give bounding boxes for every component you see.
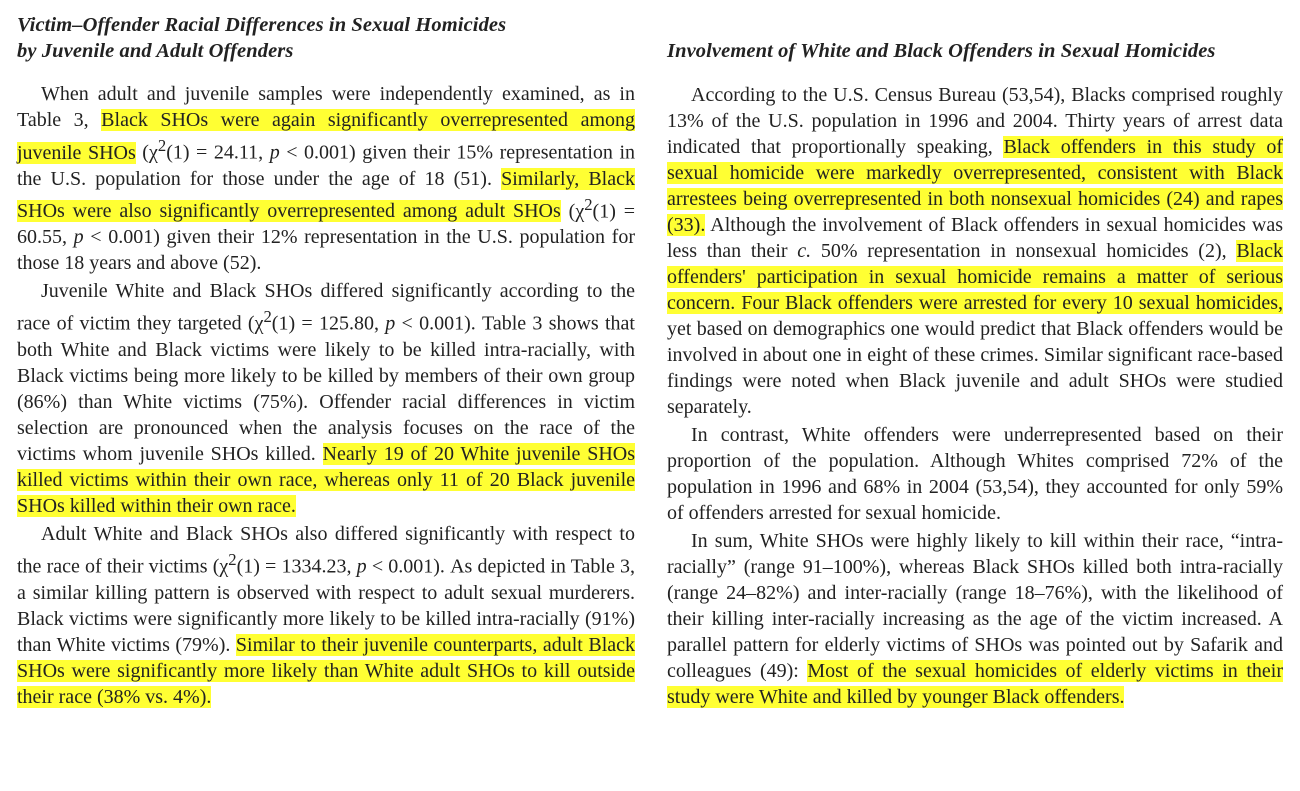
- circa-abbrev: c.: [797, 240, 812, 262]
- text-run: When adult and juvenile samples were independently examined, as in Table 3,: [17, 83, 635, 131]
- text-run: (χ: [135, 141, 158, 164]
- highlight: Similarly, Black SHOs were also significantly overrepresented among adult SHOs: [17, 167, 635, 223]
- p-symbol: p: [73, 226, 84, 249]
- highlight: Nearly 19 of 20 White juvenile SHOs killed victims within their own race, whereas only 11 of 20 Black juvenile SHOs killed within their own race.: [17, 442, 636, 517]
- highlight: Black offenders in this study of sexual homicide were markedly overrepresented, consistent with Black arrestees being overrepresented in both nonsexual homicides (24) and rapes (33).: [667, 136, 1284, 236]
- paragraph-6: [667, 528, 1283, 710]
- paragraph-3: [17, 521, 635, 710]
- text-run: (χ: [560, 200, 585, 223]
- section-heading-right: Involvement of White and Black Offenders in Sexual Homicides: [667, 40, 1216, 62]
- superscript: 2: [584, 194, 593, 214]
- section-heading-left: [17, 12, 635, 64]
- paragraph-1: [17, 81, 635, 276]
- text-run: yet based on demographics one would predict that Black offenders would be involved in about one in eight of these crimes. Similar significant race-based findings were noted when Black juvenile and adult SHOs were studied separately.: [667, 318, 1283, 418]
- text-run: < 0.001) given their 12% representation in the U.S. population for those 18 years and above (52).: [17, 226, 636, 275]
- text-run: In sum, White SHOs were highly likely to kill within their race, “intra-racially” (range 91–100%), whereas Black SHOs killed both intra-racially (range 24–82%) and inter-racially (range 18–76%), with the likelihood of their killing inter-racially increasing as the age of the victim increased. A parallel pattern for elderly victims of SHOs was pointed out by Safarik and colleagues (49):: [667, 530, 1283, 682]
- right-column: [667, 0, 1283, 710]
- p-symbol: p: [356, 555, 367, 578]
- highlight: Similar to their juvenile counterparts, adult Black SHOs were significantly more likely than White adult SHOs to kill outside their race (38% vs. 4%).: [17, 633, 635, 708]
- p-symbol: p: [269, 141, 280, 164]
- text-run: (1) = 60.55,: [17, 200, 635, 249]
- text-run: Adult White and Black SHOs also differed significantly with respect to the race of their victims (χ: [17, 522, 635, 578]
- text-run: < 0.001). Table 3 shows that both White and Black victims were likely to be killed intra-racially, with Black victims being more likely to be killed by members of their own group (86%) than White victims (75%). Offender racial differences in victim selection are pronounced when the analysis focuses on the race of the victims whom juvenile SHOs killed.: [17, 312, 635, 465]
- superscript: 2: [157, 136, 167, 155]
- left-column: [17, 0, 635, 710]
- superscript: 2: [263, 307, 272, 327]
- highlight: Black SHOs were again significantly overrepresented among juvenile SHOs: [17, 109, 635, 164]
- text-run: (1) = 125.80,: [271, 312, 386, 335]
- paragraph-2: [17, 278, 635, 519]
- heading-line-1: Victim–Offender Racial Differences in Sexual Homicides: [17, 14, 507, 36]
- highlight: Most of the sexual homicides of elderly victims in their study were White and killed by younger Black offenders.: [667, 660, 1283, 708]
- text-run: In contrast, White offenders were underrepresented based on their proportion of the population. Although Whites comprised 72% of the population in 1996 and 68% in 2004 (53,54), they accounted for only 59% of offenders arrested for sexual homicide.: [667, 424, 1283, 524]
- text-run: < 0.001). As depicted in Table 3, a similar killing pattern is observed with respect to adult sexual murderers. Black victims were significantly more likely to be killed intra-racially (91%) than White victims (79%).: [17, 555, 635, 656]
- paragraph-5: [667, 422, 1283, 526]
- heading-line-2: by Juvenile and Adult Offenders: [17, 40, 294, 62]
- paragraph-4: [667, 82, 1283, 420]
- highlight: Black offenders' participation in sexual homicide remains a matter of serious concern. Four Black offenders were arrested for every 10 sexual homicides,: [667, 240, 1283, 314]
- text-run: Although the involvement of Black offenders in sexual homicides was less than their: [667, 214, 1283, 262]
- text-run: (1) = 24.11,: [166, 141, 270, 164]
- text-run: (1) = 1334.23,: [236, 555, 357, 578]
- superscript: 2: [228, 549, 237, 569]
- text-run: Juvenile White and Black SHOs differed significantly according to the race of victim they targeted (χ: [17, 280, 635, 335]
- text-run: < 0.001) given their 15% representation in the U.S. population for those under the age of 18 (51).: [17, 141, 636, 190]
- p-symbol: p: [385, 312, 396, 335]
- text-run: According to the U.S. Census Bureau (53,54), Blacks comprised roughly 13% of the U.S. population in 1996 and 2004. Thirty years of arrest data indicated that proportionally speaking,: [667, 84, 1283, 158]
- text-run: 50% representation in nonsexual homicides (2),: [811, 240, 1237, 262]
